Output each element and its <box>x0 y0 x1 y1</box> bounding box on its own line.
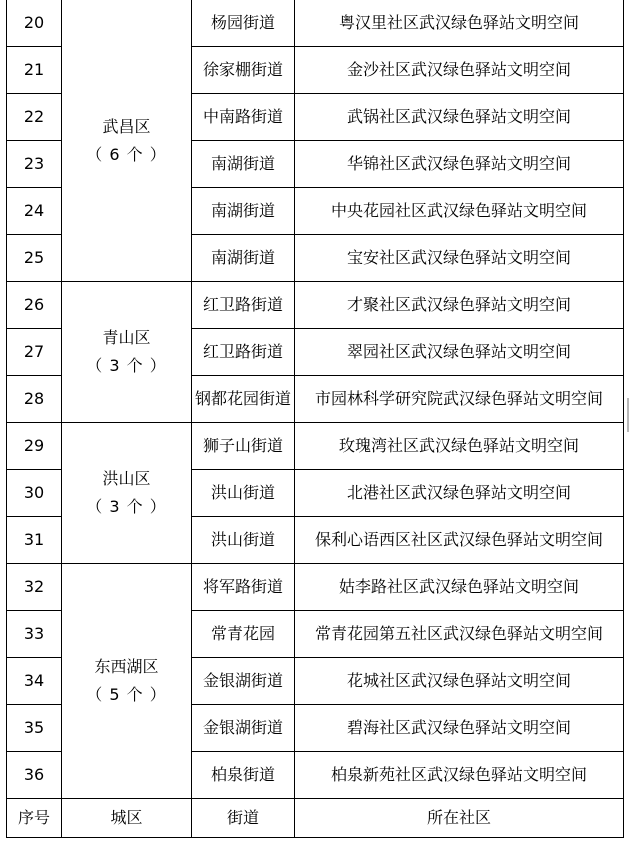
serial-no-cell: 33 <box>7 611 62 658</box>
serial-no-cell: 35 <box>7 705 62 752</box>
community-cell: 武锅社区武汉绿色驿站文明空间 <box>295 94 624 141</box>
community-cell: 花城社区武汉绿色驿站文明空间 <box>295 658 624 705</box>
street-cell: 红卫路街道 <box>192 329 295 376</box>
serial-no-cell: 21 <box>7 47 62 94</box>
street-cell: 金银湖街道 <box>192 658 295 705</box>
serial-no-cell: 31 <box>7 517 62 564</box>
street-cell: 金银湖街道 <box>192 705 295 752</box>
serial-no-cell: 22 <box>7 94 62 141</box>
header-district: 城区 <box>62 799 192 838</box>
header-serial-no: 序号 <box>7 799 62 838</box>
serial-no-cell: 25 <box>7 235 62 282</box>
community-cell: 碧海社区武汉绿色驿站文明空间 <box>295 705 624 752</box>
community-cell: 华锦社区武汉绿色驿站文明空间 <box>295 141 624 188</box>
header-community: 所在社区 <box>295 799 624 838</box>
table-body <box>7 0 624 838</box>
table-row <box>7 423 624 470</box>
street-cell: 中南路街道 <box>192 94 295 141</box>
district-cell <box>62 564 192 799</box>
district-name: 青山区 <box>102 328 151 347</box>
street-cell: 常青花园 <box>192 611 295 658</box>
serial-no-cell: 34 <box>7 658 62 705</box>
serial-no-cell: 36 <box>7 752 62 799</box>
district-name: 洪山区 <box>102 469 151 488</box>
serial-no-cell: 29 <box>7 423 62 470</box>
street-cell: 红卫路街道 <box>192 282 295 329</box>
community-cell: 北港社区武汉绿色驿站文明空间 <box>295 470 624 517</box>
serial-no-cell: 30 <box>7 470 62 517</box>
community-cell: 宝安社区武汉绿色驿站文明空间 <box>295 235 624 282</box>
district-cell <box>62 423 192 564</box>
community-cell: 才聚社区武汉绿色驿站文明空间 <box>295 282 624 329</box>
district-count: （ 6 个 ） <box>86 144 167 164</box>
station-list-table <box>6 0 624 838</box>
community-cell: 玫瑰湾社区武汉绿色驿站文明空间 <box>295 423 624 470</box>
street-cell: 南湖街道 <box>192 141 295 188</box>
column-header-row <box>7 799 624 838</box>
serial-no-cell: 28 <box>7 376 62 423</box>
community-cell: 市园林科学研究院武汉绿色驿站文明空间 <box>295 376 624 423</box>
serial-no-cell: 32 <box>7 564 62 611</box>
table-row <box>7 282 624 329</box>
serial-no-cell: 26 <box>7 282 62 329</box>
street-cell: 洪山街道 <box>192 470 295 517</box>
street-cell: 柏泉街道 <box>192 752 295 799</box>
street-cell: 徐家棚街道 <box>192 47 295 94</box>
district-name: 东西湖区 <box>94 657 159 676</box>
street-cell: 钢都花园街道 <box>192 376 295 423</box>
street-cell: 杨园街道 <box>192 0 295 47</box>
street-cell: 将军路街道 <box>192 564 295 611</box>
community-cell: 翠园社区武汉绿色驿站文明空间 <box>295 329 624 376</box>
serial-no-cell: 20 <box>7 0 62 47</box>
community-cell: 粤汉里社区武汉绿色驿站文明空间 <box>295 0 624 47</box>
community-cell: 柏泉新苑社区武汉绿色驿站文明空间 <box>295 752 624 799</box>
district-count: （ 5 个 ） <box>86 685 167 704</box>
serial-no-cell: 27 <box>7 329 62 376</box>
community-cell: 中央花园社区武汉绿色驿站文明空间 <box>295 188 624 235</box>
street-cell: 南湖街道 <box>192 235 295 282</box>
serial-no-cell: 24 <box>7 188 62 235</box>
serial-no-cell: 23 <box>7 141 62 188</box>
table-row <box>7 564 624 611</box>
street-cell: 洪山街道 <box>192 517 295 564</box>
community-cell: 常青花园第五社区武汉绿色驿站文明空间 <box>295 611 624 658</box>
community-cell: 金沙社区武汉绿色驿站文明空间 <box>295 47 624 94</box>
district-cell <box>62 0 192 282</box>
district-count: （ 3 个 ） <box>86 356 167 375</box>
community-cell: 保利心语西区社区武汉绿色驿站文明空间 <box>295 517 624 564</box>
community-cell: 姑李路社区武汉绿色驿站文明空间 <box>295 564 624 611</box>
table-row <box>7 0 624 47</box>
district-count: （ 3 个 ） <box>86 497 167 516</box>
street-cell: 南湖街道 <box>192 188 295 235</box>
street-cell: 狮子山街道 <box>192 423 295 470</box>
district-name: 武昌区 <box>102 116 151 136</box>
header-street: 街道 <box>192 799 295 838</box>
district-cell <box>62 282 192 423</box>
